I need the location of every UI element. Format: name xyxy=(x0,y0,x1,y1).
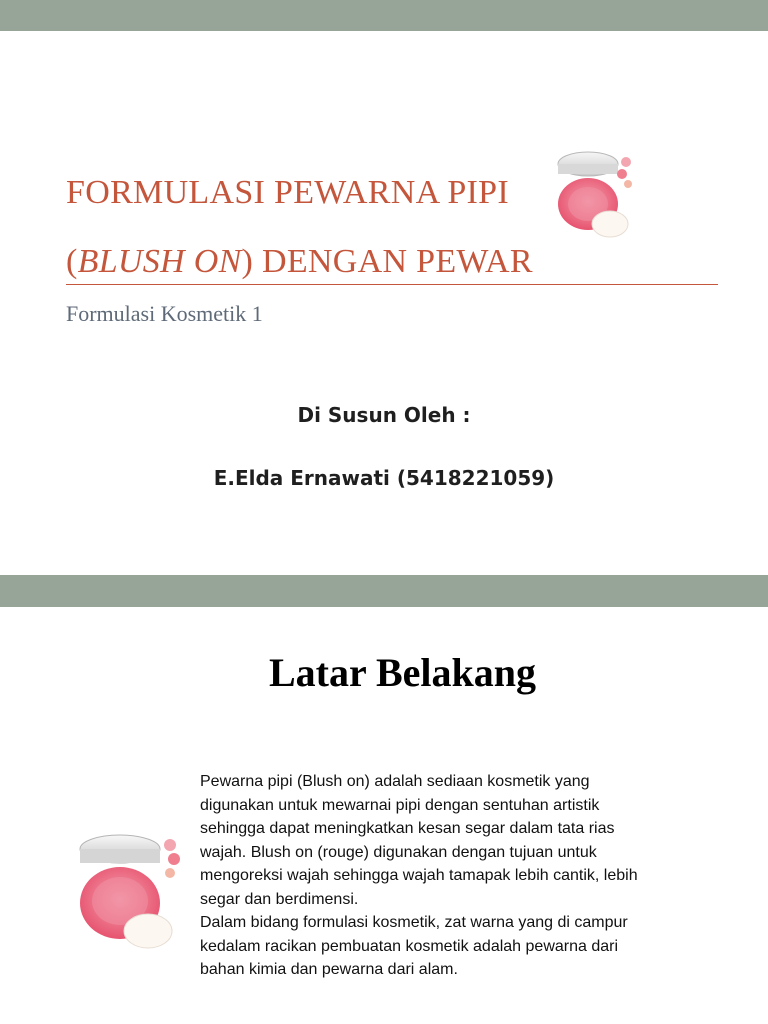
slide-title-line-2 xyxy=(66,243,533,281)
body-paragraph-2: Dalam bidang formulasi kosmetik, zat warna yang di campur kedalam racikan pembuatan kosmetik adalah pewarna dari bahan kimia dan pewarna dari alam. xyxy=(200,914,628,978)
blush-cushion-compact-icon xyxy=(70,831,190,961)
title-rule xyxy=(66,284,718,285)
body-paragraph-1: Pewarna pipi (Blush on) adalah sediaan kosmetik yang digunakan untuk mewarnai pipi dengan sentuhan artistik sehingga dapat meningkatkan kesan segar dalam tata rias wajah. Blush on (rouge) digunakan dengan tujuan untuk mengoreksi wajah sehingga wajah tamapak lebih cantik, lebih segar dan berdimensi. xyxy=(200,773,638,908)
title-italic-term: BLUSH ON xyxy=(77,243,242,280)
title-open-paren: ( xyxy=(66,243,78,280)
section-heading: Latar Belakang xyxy=(268,650,537,695)
title-rest: ) DENGAN PEWAR xyxy=(241,243,533,280)
background-slide xyxy=(0,607,768,1024)
slide-subtitle: Formulasi Kosmetik 1 xyxy=(66,301,263,326)
blush-product-image xyxy=(536,104,734,274)
title-slide xyxy=(0,31,768,575)
blush-product-image-small xyxy=(70,831,190,961)
body-text xyxy=(200,770,660,982)
slide-divider-band xyxy=(0,575,768,607)
author-name: E.Elda Ernawati (5418221059) xyxy=(213,466,555,490)
top-band xyxy=(0,0,768,31)
slide-title-line-1: FORMULASI PEWARNA PIPI xyxy=(66,174,510,211)
blush-cushion-compact-icon xyxy=(536,104,734,274)
author-heading: Di Susun Oleh : xyxy=(297,403,471,427)
